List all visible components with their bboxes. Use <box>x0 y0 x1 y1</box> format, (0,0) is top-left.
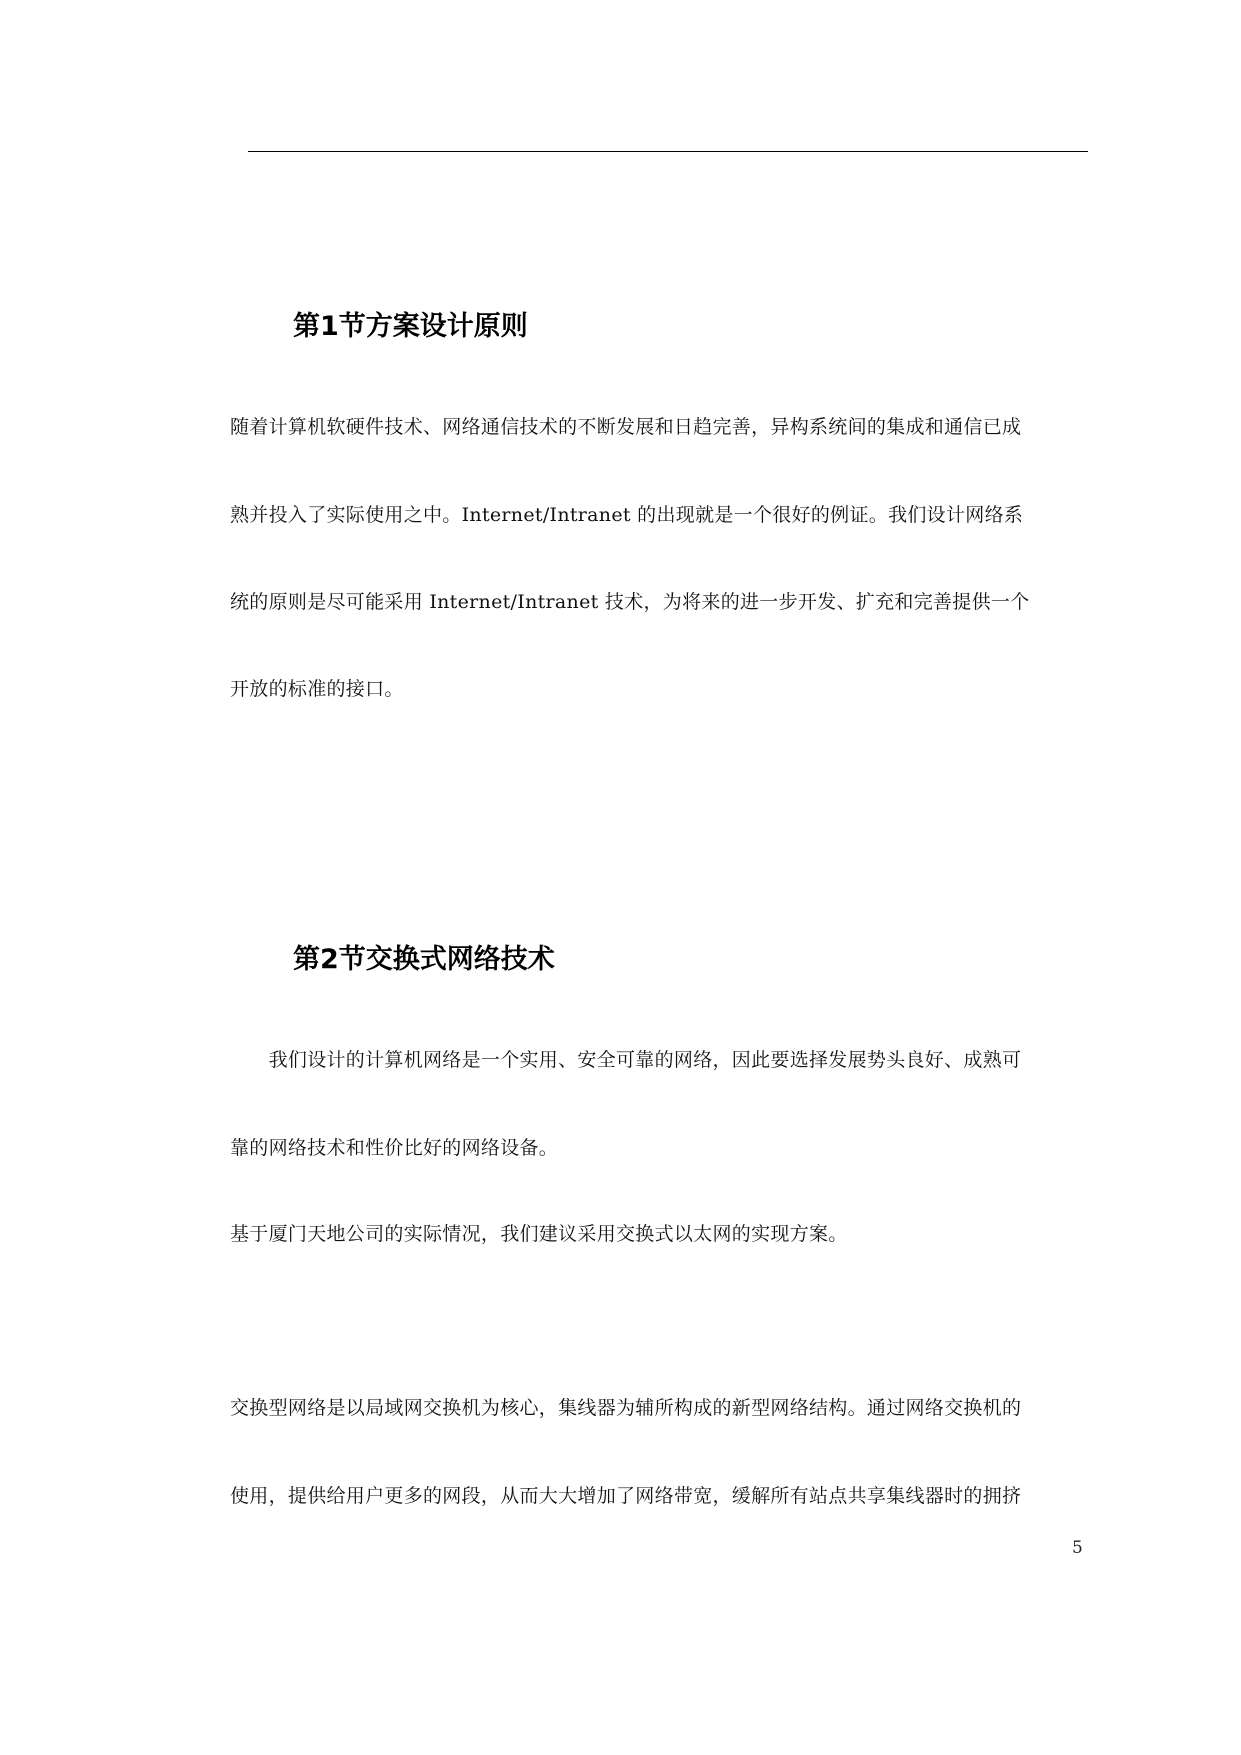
section-1-paragraph-line: 熟并投入了实际使用之中。Internet/Intranet 的出现就是一个很好的例证。我们设计网络系 <box>230 504 1024 526</box>
header-rule <box>248 151 1088 152</box>
page-number: 5 <box>1072 1538 1083 1558</box>
section-1-paragraph-line: 随着计算机软硬件技术、网络通信技术的不断发展和日趋完善，异构系统间的集成和通信已成 <box>230 416 1022 438</box>
section-2-paragraph-line: 基于厦门天地公司的实际情况，我们建议采用交换式以太网的实现方案。 <box>230 1223 848 1245</box>
section-1-paragraph-line: 开放的标准的接口。 <box>230 678 404 700</box>
section-2-paragraph-line: 使用，提供给用户更多的网段，从而大大增加了网络带宽，缓解所有站点共享集线器时的拥挤 <box>230 1485 1022 1507</box>
section-2-paragraph-line: 靠的网络技术和性价比好的网络设备。 <box>230 1137 559 1159</box>
section-2-paragraph-line: 我们设计的计算机网络是一个实用、安全可靠的网络，因此要选择发展势头良好、成熟可 <box>230 1049 1022 1071</box>
section-2-heading: 第2节交换式网络技术 <box>293 944 555 975</box>
section-1-paragraph-line: 统的原则是尽可能采用 Internet/Intranet 技术，为将来的进一步开发、扩充和完善提供一个 <box>230 591 1030 613</box>
section-1-heading: 第1节方案设计原则 <box>293 311 528 342</box>
section-2-paragraph-line: 交换型网络是以局域网交换机为核心，集线器为辅所构成的新型网络结构。通过网络交换机的 <box>230 1397 1022 1419</box>
